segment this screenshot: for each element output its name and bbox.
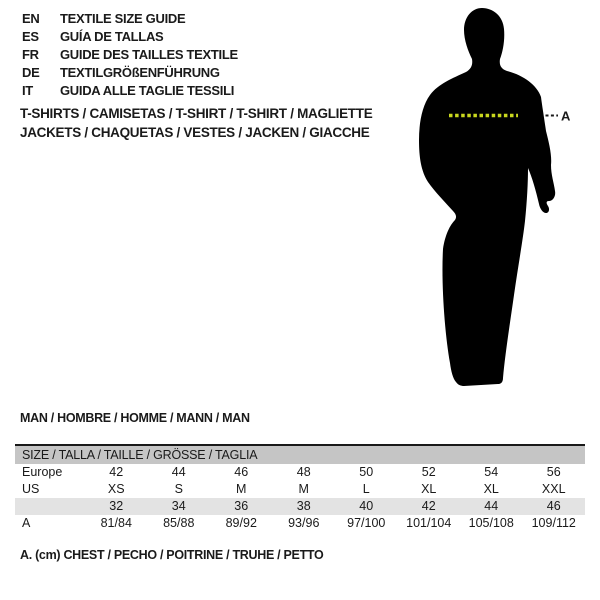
table-cell: 109/112 <box>531 516 576 530</box>
size-table-header: SIZE / TALLA / TAILLE / GRÖSSE / TAGLIA <box>15 446 585 464</box>
table-cell: 40 <box>359 499 374 513</box>
row-label <box>15 498 85 515</box>
table-cell: 42 <box>109 465 124 479</box>
table-cell: XS <box>107 482 125 496</box>
table-row-chest-cm <box>15 515 585 532</box>
table-cell: XL <box>421 482 437 496</box>
language-code: FR <box>22 47 39 62</box>
table-cell: 32 <box>109 499 124 513</box>
language-code: ES <box>22 29 39 44</box>
language-label: TEXTILGRÖßENFÜHRUNG <box>60 65 220 80</box>
row-label: A <box>22 516 31 530</box>
table-cell: 36 <box>234 499 249 513</box>
table-cell: 46 <box>234 465 249 479</box>
table-cell: 101/104 <box>406 516 452 530</box>
table-cell: S <box>174 482 183 496</box>
table-cell: 44 <box>484 499 499 513</box>
category-tshirts: T-SHIRTS / CAMISETAS / T-SHIRT / T-SHIRT / MAGLIETTE <box>20 106 373 121</box>
language-label: GUIDE DES TAILLES TEXTILE <box>60 47 238 62</box>
table-cell: 89/92 <box>225 516 257 530</box>
size-table <box>15 444 585 532</box>
table-cell: 34 <box>171 499 186 513</box>
man-silhouette-shape <box>419 8 555 386</box>
table-cell: 85/88 <box>163 516 195 530</box>
row-label: Europe <box>22 465 63 479</box>
table-cell: XXL <box>541 482 566 496</box>
category-jackets: JACKETS / CHAQUETAS / VESTES / JACKEN / GIACCHE <box>20 125 370 140</box>
table-cell: XL <box>483 482 499 496</box>
garment-categories <box>20 104 372 142</box>
table-cell: 48 <box>296 465 311 479</box>
table-cell: 46 <box>546 499 561 513</box>
language-row-en <box>22 10 238 28</box>
language-label: GUÍA DE TALLAS <box>60 29 164 44</box>
table-cell: 56 <box>546 465 561 479</box>
man-silhouette <box>415 5 575 395</box>
table-cell: L <box>362 482 370 496</box>
language-list <box>22 10 238 100</box>
language-row-fr <box>22 46 238 64</box>
table-row-us <box>15 481 585 498</box>
section-title-man: MAN / HOMBRE / HOMME / MANN / MAN <box>20 411 250 425</box>
row-label: US <box>22 482 40 496</box>
language-row-es <box>22 28 238 46</box>
language-label: GUIDA ALLE TAGLIE TESSILI <box>60 83 235 98</box>
language-row-de <box>22 64 238 82</box>
table-cell: 52 <box>421 465 436 479</box>
table-cell: 38 <box>296 499 311 513</box>
table-cell: 81/84 <box>100 516 132 530</box>
language-code: EN <box>22 11 40 26</box>
language-code: DE <box>22 65 40 80</box>
language-code: IT <box>22 83 33 98</box>
measure-label-a: A <box>561 108 571 124</box>
table-cell: 50 <box>359 465 374 479</box>
table-cell: 97/100 <box>347 516 386 530</box>
table-cell: 44 <box>171 465 186 479</box>
measurement-footnote: A. (cm) CHEST / PECHO / POITRINE / TRUHE / PETTO <box>20 548 324 562</box>
language-row-it <box>22 82 238 100</box>
table-cell: 42 <box>421 499 436 513</box>
language-label: TEXTILE SIZE GUIDE <box>60 11 186 26</box>
table-cell: 105/108 <box>468 516 514 530</box>
table-cell: 93/96 <box>288 516 320 530</box>
table-row-europe <box>15 464 585 481</box>
table-cell: 54 <box>484 465 499 479</box>
table-row-alt-sizes <box>15 498 585 515</box>
table-cell: M <box>236 482 247 496</box>
table-cell: M <box>298 482 309 496</box>
